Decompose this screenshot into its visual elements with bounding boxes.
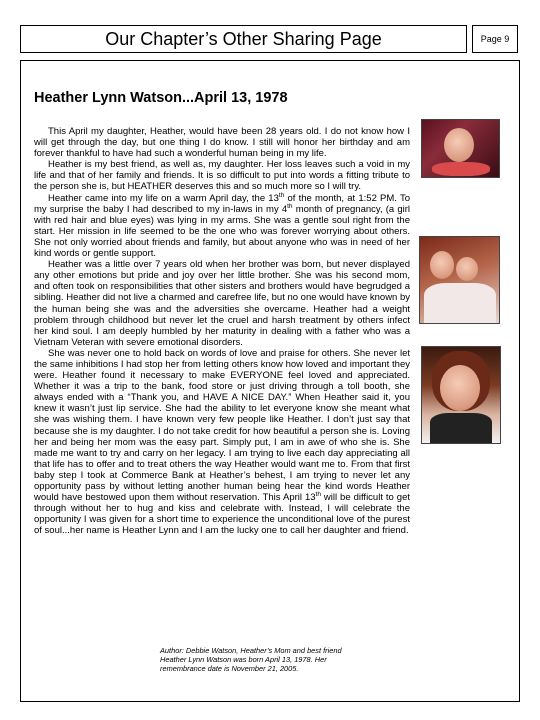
paragraph-2: Heather is my best friend, as well as, my daughter. Her loss leaves such a void in my life and that of her family and friends. It is so difficult to put into words a fitting tribute to the person she is, but HEATHER deserves this and so much more so I will try.: [34, 159, 410, 193]
page-number: Page 9: [472, 25, 518, 53]
paragraph-3-text-c: month of pregnancy, (a girl with red hair and blue eyes) was lying in my arms. She was a gentle soul right from the start. Her mission in life seemed to be the one who was forever worrying about others. She not only worried about friends and family, but about anyone who was in need of her kind words or gentle support.: [34, 203, 410, 260]
photo-clothing: [424, 283, 496, 323]
photo-top: [430, 413, 492, 443]
paragraph-3: [34, 193, 410, 260]
paragraph-5-text-b: will be difficult to get through without her to hug and kiss and celebrate with. Instead, I will celebrate the opportunity I was given for a short time to experience the unconditional love of the purest of soul...her name is Heather Lynn and I am the lucky one to call her daughter and friend.: [34, 492, 411, 537]
paragraph-4: Heather was a little over 7 years old when her brother was born, but never displayed any other emotions but pride and joy over her little brother. She was his second mom, and often took on responsibilities that other sisters and brothers would have begrudged a sibling. Heather did not live a charmed and carefree life, but no one would have known by the human being she was and the adversities she overcame. Heather had a weight problem through childhood but never let the cruel and harsh treatment by others infect her kind soul. I am deeply humbled by her maturity in dealing with a father who was a Vietnam Veteran with severe emotional disorders.: [34, 259, 411, 348]
ordinal-suffix: th: [278, 191, 285, 199]
paragraph-5-text-a: She was never one to hold back on words of love and praise for others. She never let the same inhibitions I had stop her from letting others know how loved and important they were. Heather found it necessary to make EVERYONE feel loved and appreciated. Whether it was a trip to the bank, food store or just driving through a toll booth, she always ended with a “Thank you, and HAVE A NICE DAY.” When Heather said it, you knew it wasn’t just lip service. She had the ability to let everyone know she meant what she was wishing them. I have known very few people like Heather. I don’t just say that because she is my daughter. I do not take credit for how beautiful a person she is. Loving her and being her mom was the easy part. Simply put, I am in awe of who she is. She made me want to try and carry on her legacy. I am trying to live each day appreciating all that life has to offer and to treat others the way Heather would want me to. From that first baby step I took at Commerce Bank at Heather’s behest, I am trying to never let any opportunity pass by without letting another human being hear the kind words Heather would have bestowed upon them without reservation. This April 13: [34, 347, 410, 504]
photo-face: [440, 365, 480, 411]
paragraph-5: [34, 348, 410, 537]
photo-cake: [432, 162, 490, 176]
ordinal-suffix: th: [315, 490, 321, 498]
photo-birthday: [421, 119, 500, 178]
article-heading: Heather Lynn Watson...April 13, 1978: [34, 90, 288, 106]
photo-face: [444, 128, 474, 162]
paragraph-3-text-b: of the month, at 1:52 PM. To my surprise the baby I had described to my in-laws in my 4: [34, 192, 410, 215]
author-line-3: remembrance date is November 21, 2005.: [160, 664, 299, 673]
article-body: [34, 126, 410, 536]
photo-mother-and-baby: [419, 236, 500, 324]
photo-heather-portrait: [421, 346, 501, 444]
ordinal-suffix: th: [287, 202, 293, 210]
author-line-2: Heather Lynn Watson was born April 13, 1978. Her: [160, 655, 327, 664]
photo-face: [456, 257, 478, 281]
photo-face: [430, 251, 454, 279]
page-header: [20, 25, 518, 53]
paragraph-1: This April my daughter, Heather, would have been 28 years old. I do not know how I will get through the day, but one thing I do know. I still will honor her birthday and am forever thankful to have had such a wonderful human being in my life.: [34, 126, 410, 160]
author-line-1: Author: Debbie Watson, Heather’s Mom and best friend: [160, 646, 342, 655]
author-note: [160, 646, 390, 673]
page-title: Our Chapter’s Other Sharing Page: [20, 25, 467, 53]
paragraph-3-text-a: Heather came into my life on a warm April day, the 13: [48, 192, 279, 204]
